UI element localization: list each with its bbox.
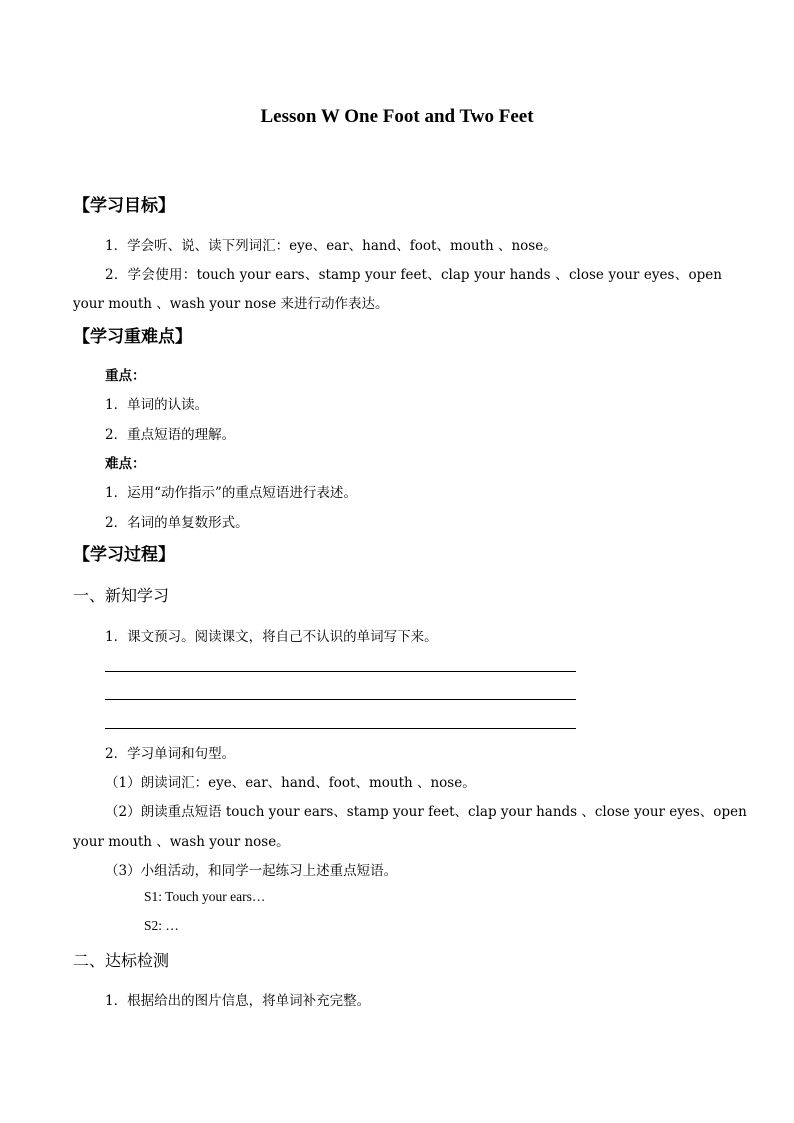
difficulty-item-1: 1．运用“动作指示”的重点短语进行表述。	[105, 485, 357, 501]
part1-step-2: 2．学习单词和句型。	[105, 746, 236, 762]
key-points-heading: 【学习重难点】	[73, 327, 192, 347]
goals-heading: 【学习目标】	[73, 196, 175, 216]
part1-sub-2-line-1: （2）朗读重点短语 touch your ears、stamp your feet、clap your hands 、close your eyes、open	[105, 804, 747, 820]
goals-item-2-line-1: 2．学会使用：touch your ears、stamp your feet、clap your hands 、close your eyes、open	[105, 267, 722, 283]
part1-sub-3: （3）小组活动，和同学一起练习上述重点短语。	[105, 863, 398, 879]
part1-heading: 一、新知学习	[73, 586, 170, 605]
part1-sub-1: （1）朗读词汇：eye、ear、hand、foot、mouth 、nose。	[105, 775, 476, 791]
answer-line-2[interactable]	[105, 699, 576, 700]
key-item-2: 2．重点短语的理解。	[105, 427, 236, 443]
part1-sub-2-line-2: your mouth 、wash your nose。	[73, 834, 290, 850]
difficulty-item-2: 2．名词的单复数形式。	[105, 515, 249, 531]
difficulty-label: 难点：	[105, 456, 146, 472]
answer-line-1[interactable]	[105, 671, 576, 672]
key-item-1: 1．单词的认读。	[105, 397, 209, 413]
dialog-line-1: S1: Touch your ears…	[144, 889, 266, 904]
part2-step-1: 1．根据给出的图片信息，将单词补充完整。	[105, 993, 371, 1009]
key-label: 重点：	[105, 368, 146, 384]
process-heading: 【学习过程】	[73, 545, 175, 565]
part1-step-1: 1．课文预习。阅读课文，将自己不认识的单词写下来。	[105, 629, 438, 645]
goals-item-1: 1．学会听、说、读下列词汇：eye、ear、hand、foot、mouth 、nose。	[105, 238, 557, 254]
goals-item-2-line-2: your mouth 、wash your nose 来进行动作表达。	[73, 296, 389, 312]
part2-heading: 二、达标检测	[73, 951, 170, 970]
dialog-line-2: S2: …	[144, 918, 179, 933]
answer-line-3[interactable]	[105, 728, 576, 729]
document-title: Lesson W One Foot and Two Feet	[260, 106, 534, 127]
